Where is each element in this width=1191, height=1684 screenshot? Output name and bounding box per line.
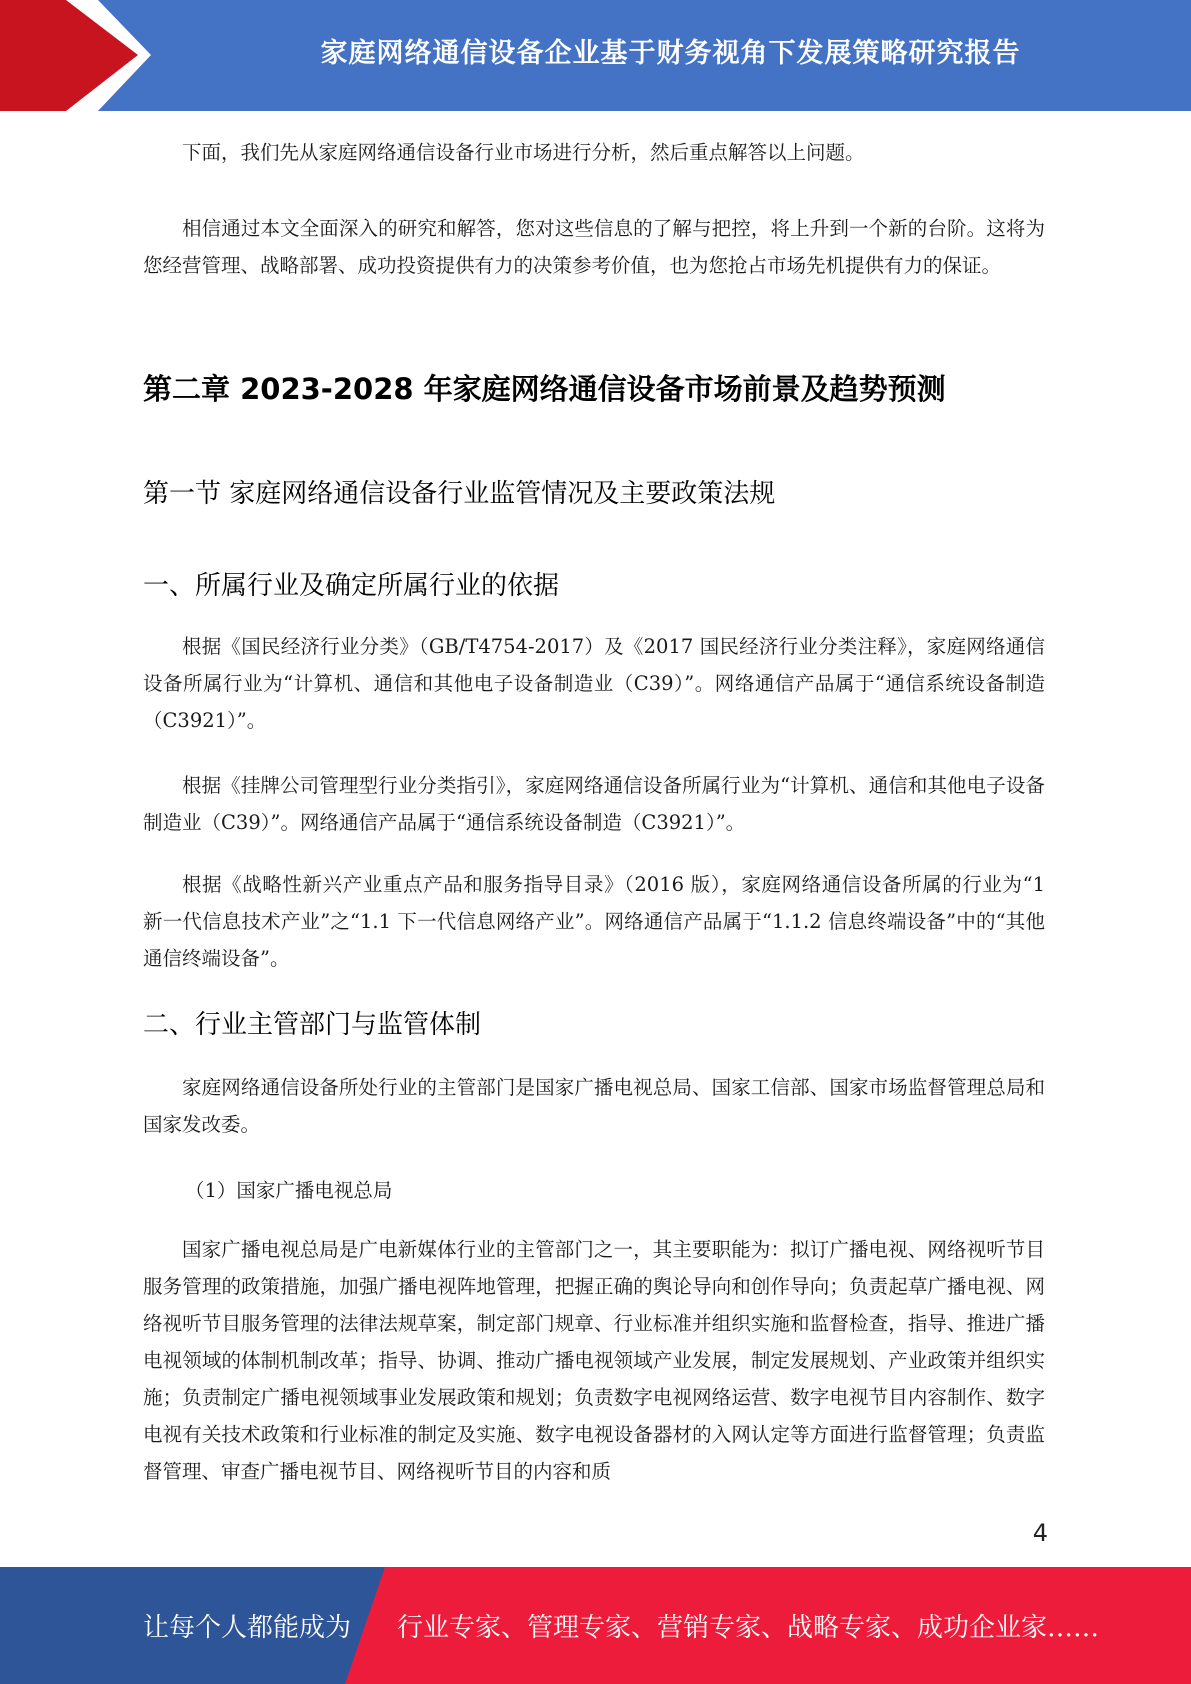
- header-title: 家庭网络通信设备企业基于财务视角下发展策略研究报告: [320, 37, 1021, 69]
- footer-slogan-right: 行业专家、管理专家、营销专家、战略专家、成功企业家……: [397, 1613, 1100, 1643]
- paragraph: 根据《战略性新兴产业重点产品和服务指导目录》（2016 版），家庭网络通信设备所属的行业为“1 新一代信息技术产业”之“1.1 下一代信息网络产业”。网络通信产品属于“1.1.2 信息终端设备”中的“其他通信终端设备”。: [143, 873, 1045, 970]
- chapter-title: 第二章 2023-2028 年家庭网络通信设备市场前景及趋势预测: [143, 372, 946, 406]
- sub2-paragraph-2: [143, 1231, 1045, 1490]
- paragraph: 国家广播电视总局是广电新媒体行业的主管部门之一，其主要职能为：拟订广播电视、网络视听节目服务管理的政策措施，加强广播电视阵地管理，把握正确的舆论导向和创作导向；负责起草广播电视、网络视听节目服务管理的法律法规草案，制定部门规章、行业标准并组织实施和监督检查，指导、推进广播电视领域的体制机制改革；指导、协调、推动广播电视领域产业发展，制定发展规划、产业政策并组织实施；负责制定广播电视领域事业发展政策和规划；负责数字电视网络运营、数字电视节目内容制作、数字电视有关技术政策和行业标准的制定及实施、数字电视设备器材的入网认定等方面进行监督管理；负责监督管理、审查广播电视节目、网络视听节目的内容和质: [143, 1238, 1045, 1483]
- sub1-paragraph-1: [143, 628, 1045, 739]
- paragraph: 根据《挂牌公司管理型行业分类指引》，家庭网络通信设备所属行业为“计算机、通信和其他电子设备制造业（C39）”。网络通信产品属于“通信系统设备制造（C3921）”。: [143, 774, 1045, 834]
- paragraph: 下面，我们先从家庭网络通信设备行业市场进行分析，然后重点解答以上问题。: [182, 141, 865, 164]
- list-item-heading: （1）国家广播电视总局: [185, 1179, 393, 1202]
- paragraph: 根据《国民经济行业分类》（GB/T4754-2017）及《2017 国民经济行业分类注释》，家庭网络通信设备所属行业为“计算机、通信和其他电子设备制造业（C39）”。网络通信产品属于“通信系统设备制造（C3921）”。: [143, 635, 1045, 732]
- intro-paragraph-2: [143, 210, 1045, 284]
- sub2-paragraph-1: [143, 1069, 1045, 1143]
- section-title: 第一节 家庭网络通信设备行业监管情况及主要政策法规: [143, 479, 776, 509]
- paragraph: 相信通过本文全面深入的研究和解答，您对这些信息的了解与把控，将上升到一个新的台阶。这将为您经营管理、战略部署、成功投资提供有力的决策参考价值，也为您抢占市场先机提供有力的保证。: [143, 217, 1045, 277]
- subsection-title-2: 二、行业主管部门与监管体制: [143, 1010, 482, 1040]
- sub1-paragraph-3: [143, 866, 1045, 977]
- page-number: 4: [1032, 1519, 1048, 1547]
- subsection-title-1: 一、所属行业及确定所属行业的依据: [143, 571, 560, 601]
- header-banner: [0, 0, 1191, 111]
- footer-banner: [0, 1567, 1191, 1684]
- footer-slogan-left: 让每个人都能成为: [143, 1613, 352, 1643]
- sub1-paragraph-2: [143, 767, 1045, 841]
- paragraph: 家庭网络通信设备所处行业的主管部门是国家广播电视总局、国家工信部、国家市场监督管理总局和国家发改委。: [143, 1076, 1045, 1136]
- intro-paragraph-1: [143, 134, 1045, 171]
